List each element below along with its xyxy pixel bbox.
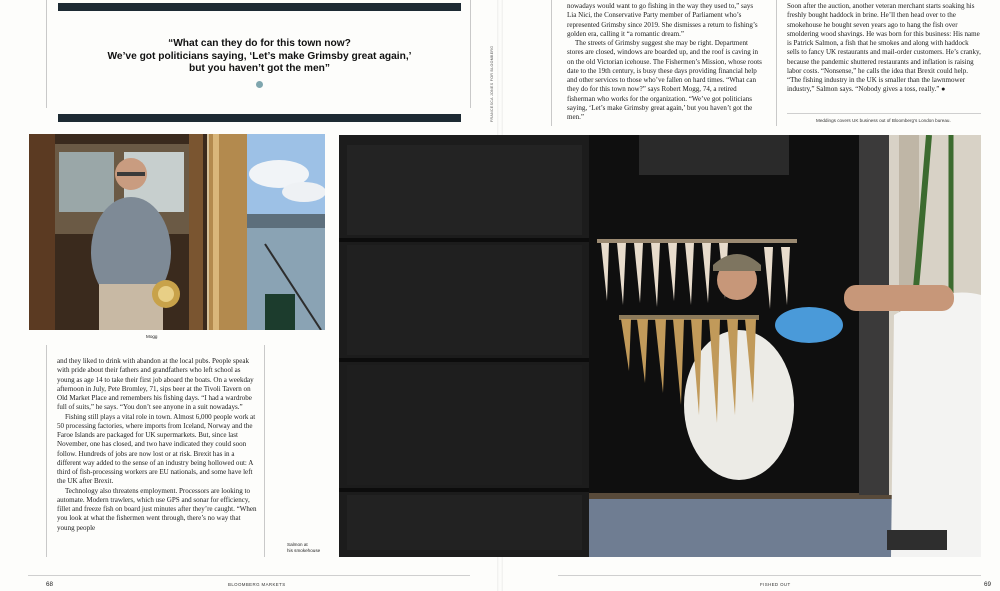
column-rule bbox=[46, 0, 47, 108]
page-number-left: 68 bbox=[46, 581, 54, 588]
column-rule bbox=[776, 0, 777, 126]
caption-mogg: Mogg bbox=[146, 334, 158, 339]
footer-rule bbox=[28, 575, 470, 576]
author-byline: Meddings covers UK business out of Bloomberg’s London bureau. bbox=[816, 118, 951, 123]
paragraph: Fishing still plays a vital role in town. Almost 6,000 people work at 50 processing factories, where imports from Iceland, Norway and the Faroe Islands are packaged for UK supermarkets. But, since last November, one has closed, and two have indicated they could soon follow. Hundreds of jobs are now lost or at risk. Brexit has in a different way added to the sense of an industry being hollowed out: A third of fish-processing workers are EU nationals, and some have left the UK after Brexit. bbox=[57, 412, 256, 486]
pull-quote-dot bbox=[256, 81, 263, 88]
caption-salmon: Salmon at his smokehouse bbox=[287, 542, 321, 553]
column-rule bbox=[46, 345, 47, 557]
pull-quote-top-bar bbox=[58, 3, 461, 11]
photo-smokehouse bbox=[339, 135, 981, 557]
column-rule bbox=[264, 345, 265, 557]
paragraph: Technology also threatens employment. Processors are looking to automate. Modern trawlers, which use GPS and sonar for efficiency, fillet and freeze fish on board just minutes after they’re caught. “When you look at what the fishermen went through, there’s no way that young people bbox=[57, 486, 257, 532]
pull-quote-bottom-bar bbox=[58, 114, 461, 122]
footer-rule bbox=[558, 575, 981, 576]
running-footer-right: FISHED OUT bbox=[760, 582, 791, 587]
paragraph: and they liked to drink with abandon at the local pubs. People speak with pride about their fathers and grandfathers who left school as young as age 14 to take their first job aboard the boats. On a weekday afternoon in July, Pete Bromley, 71, sips beer at the Tivoli Tavern on Old Market Place and remembers his fishing days. “I had a wardrobe full of suits,” he says. “You don’t see anyone in a suit nowadays.” bbox=[57, 357, 254, 412]
page-number-right: 69 bbox=[984, 581, 992, 588]
photo-credit: FRANCESCA JONES FOR BLOOMBERG bbox=[490, 45, 494, 122]
paragraph: nowadays would want to go fishing in the way they used to,” says Lia Nici, the Conservative Party member of Parliament who’s represented Grimsby since 2019. She dismisses a return to fishing’s golden era, calling it “a romantic dream.” bbox=[567, 2, 758, 38]
photo-mogg bbox=[29, 134, 325, 330]
right-body-column-2 bbox=[787, 2, 981, 95]
pull-quote-line: We’ve got politicians saying, ‘Let’s make Grimsby great again,’ bbox=[107, 50, 412, 62]
pull-quote bbox=[58, 38, 461, 76]
right-body-column-1 bbox=[567, 2, 763, 122]
paragraph: Soon after the auction, another veteran merchant starts soaking his freshly bought haddock in brine. He’ll then head over to the smokehouse he bought seven years ago to hang the fish over smoldering wood shavings. He was born for this business: His name is Patrick Salmon, a fish that he smokes and along with haddock sells to fancy UK restaurants and mail-order customers. He’s cranky, because the pandemic shuttered restaurants and inflation is raising labor costs. “Nonsense,” he calls the idea that Brexit could help. “The fishing industry in the UK is smaller than the lawnmower industry,” Salmon says. “Nobody gives a toss, really.” ● bbox=[787, 2, 981, 94]
byline-rule bbox=[787, 113, 981, 114]
left-body-column bbox=[57, 357, 259, 533]
running-footer-left: BLOOMBERG MARKETS bbox=[228, 582, 286, 587]
pull-quote-line: “What can they do for this town now? bbox=[168, 38, 351, 49]
pull-quote-line: but you haven’t got the men” bbox=[189, 63, 330, 75]
paragraph: The streets of Grimsby suggest she may be right. Department stores are closed, windows are boarded up, and the roof is caving in on the old Victorian icehouse. The Fishermen’s Mission, whose roots date to the 19th century, is busy these days providing financial help and other services to those who’ve fallen on hard times. “What can they do for this town now?” says Robert Mogg, 74, a retired fisherman who works for the organization. “We’ve got politicians saying, ‘Let’s make Grimsby great again,’ but you haven’t got the men.” bbox=[567, 39, 762, 121]
column-rule bbox=[470, 0, 471, 108]
column-rule bbox=[551, 0, 552, 126]
